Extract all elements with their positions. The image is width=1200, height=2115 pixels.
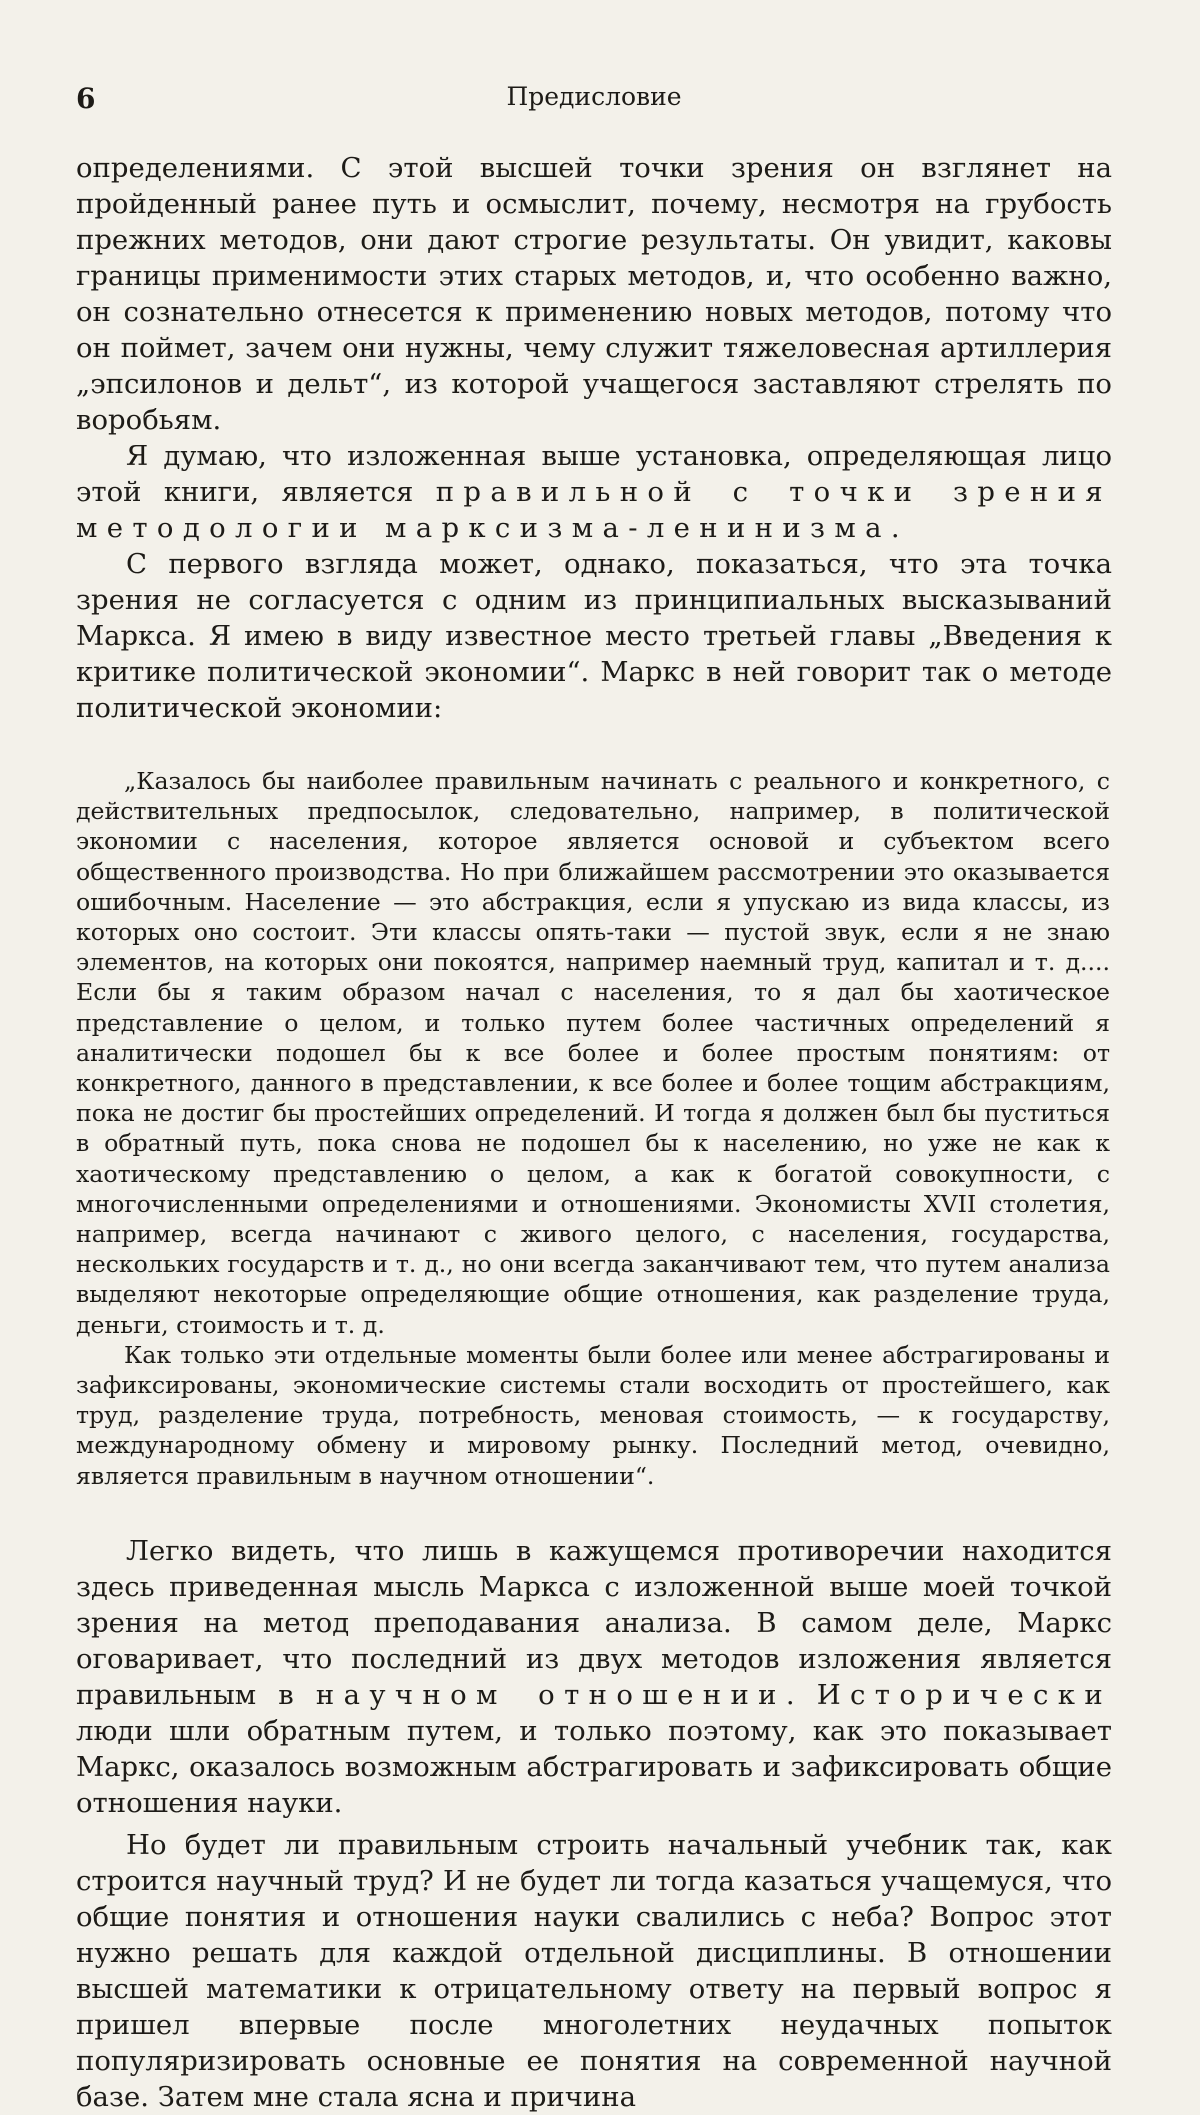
emphasis-methodology: правильной с точки зрения методологии марксизма-ленинизма [76, 476, 1112, 544]
running-title: Предисловие [506, 82, 682, 111]
quote-paragraph-2: Как только эти отдельные моменты были более или менее абстрагированы и зафиксированы, экономические системы стали восходить от простейшего, как труд, разделение труда, потребность, меновая стоимость, — к государству, международному обмену и мировому рынку. Последний метод, очевидно, является правильным в научном отношении“. [76, 1340, 1110, 1490]
running-header [76, 72, 1112, 115]
paragraph-1: определениями. С этой высшей точки зрения он взглянет на пройденный ранее путь и осмыслит, почему, несмотря на грубость прежних методов, они дают строгие результаты. Он увидит, каковы границы применимости этих старых методов, и, что особенно важно, он сознательно отнесется к применению новых методов, потому что он поймет, зачем они нужны, чему служит тяжеловесная артиллерия „эпсилонов и дельт“, из которой учащегося заставляют стрелять по воробьям. [76, 152, 1112, 436]
quote-paragraph-1: „Казалось бы наиболее правильным начинать с реального и конкретного, с действительных предпосылок, следовательно, например, в политической экономии с населения, которое является основой и субъектом всего общественного производства. Но при ближайшем рассмотрении это оказывается ошибочным. Население — это абстракция, если я упускаю из вида классы, из которых оно состоит. Эти классы опять-таки — пустой звук, если я не знаю элементов, на которых они покоятся, например наемный труд, капитал и т. д.... Если бы я таким образом начал с населения, то я дал бы хаотическое представление о целом, и только путем более частичных определений я аналитически подошел бы к все более и более простым понятиям: от конкретного, данного в представлении, к все более и более тощим абстракциям, пока не достиг бы простейших определений. И тогда я должен был бы пуститься в обратный путь, пока снова не подошел бы к населению, но уже не как к хаотическому представлению о целом, а как к богатой совокупности, с многочисленными определениями и отношениями. Экономисты XVII столетия, например, всегда начинают с живого целого, с населения, государства, нескольких государств и т. д., но они всегда заканчивают тем, что путем анализа выделяют некоторые определяющие общие отношения, как разделение труда, деньги, стоимость и т. д. [76, 767, 1110, 1339]
paragraph-2-end: . [890, 512, 900, 544]
paragraph-4-a: Легко видеть, что лишь в кажущемся противоречии находится здесь приведенная мысль Маркса с изложенной выше моей точкой зрения на метод преподавания анализа. В самом деле, Маркс оговаривает, что последний из двух методов изложения является правильным в [76, 1534, 1112, 1711]
paragraph-4-c: люди шли обратным путем, и только поэтому, как это показывает Маркс, оказалось возможным абстрагировать и зафиксировать общие отношения науки. [76, 1714, 1112, 1819]
paragraph-2 [76, 438, 1112, 546]
marx-quotation [76, 766, 1112, 1491]
paragraph-3: С первого взгляда может, однако, показаться, что эта точка зрения не согласуется с одним из принципиальных высказываний Маркса. Я имею в виду известное место третьей главы „Введения к критике политической экономии“. Маркс в ней говорит так о методе политической экономии: [76, 548, 1112, 724]
paragraph-2-start: Я думаю, что изложенная выше установка, определяющая лицо этой книги, является [76, 440, 1112, 508]
emphasis-historically: Исторически [816, 1678, 1112, 1711]
emphasis-scientific: научном отношении [315, 1678, 786, 1711]
paragraph-4 [76, 1533, 1112, 1821]
page-number: 6 [76, 82, 96, 115]
paragraph-5: Но будет ли правильным строить начальный учебник так, как строится научный труд? И не будет ли тогда казаться учащемуся, что общие понятия и отношения науки свалились с неба? Вопрос этот нужно решать для каждой отдельной дисциплины. В отношении высшей математики к отрицательному ответу на первый вопрос я пришел впервые после многолетних неудачных попыток популяризировать основные ее понятия на современной научной базе. Затем мне стала ясна и причина [76, 1828, 1112, 2113]
paragraph-4-b: . [785, 1678, 817, 1711]
